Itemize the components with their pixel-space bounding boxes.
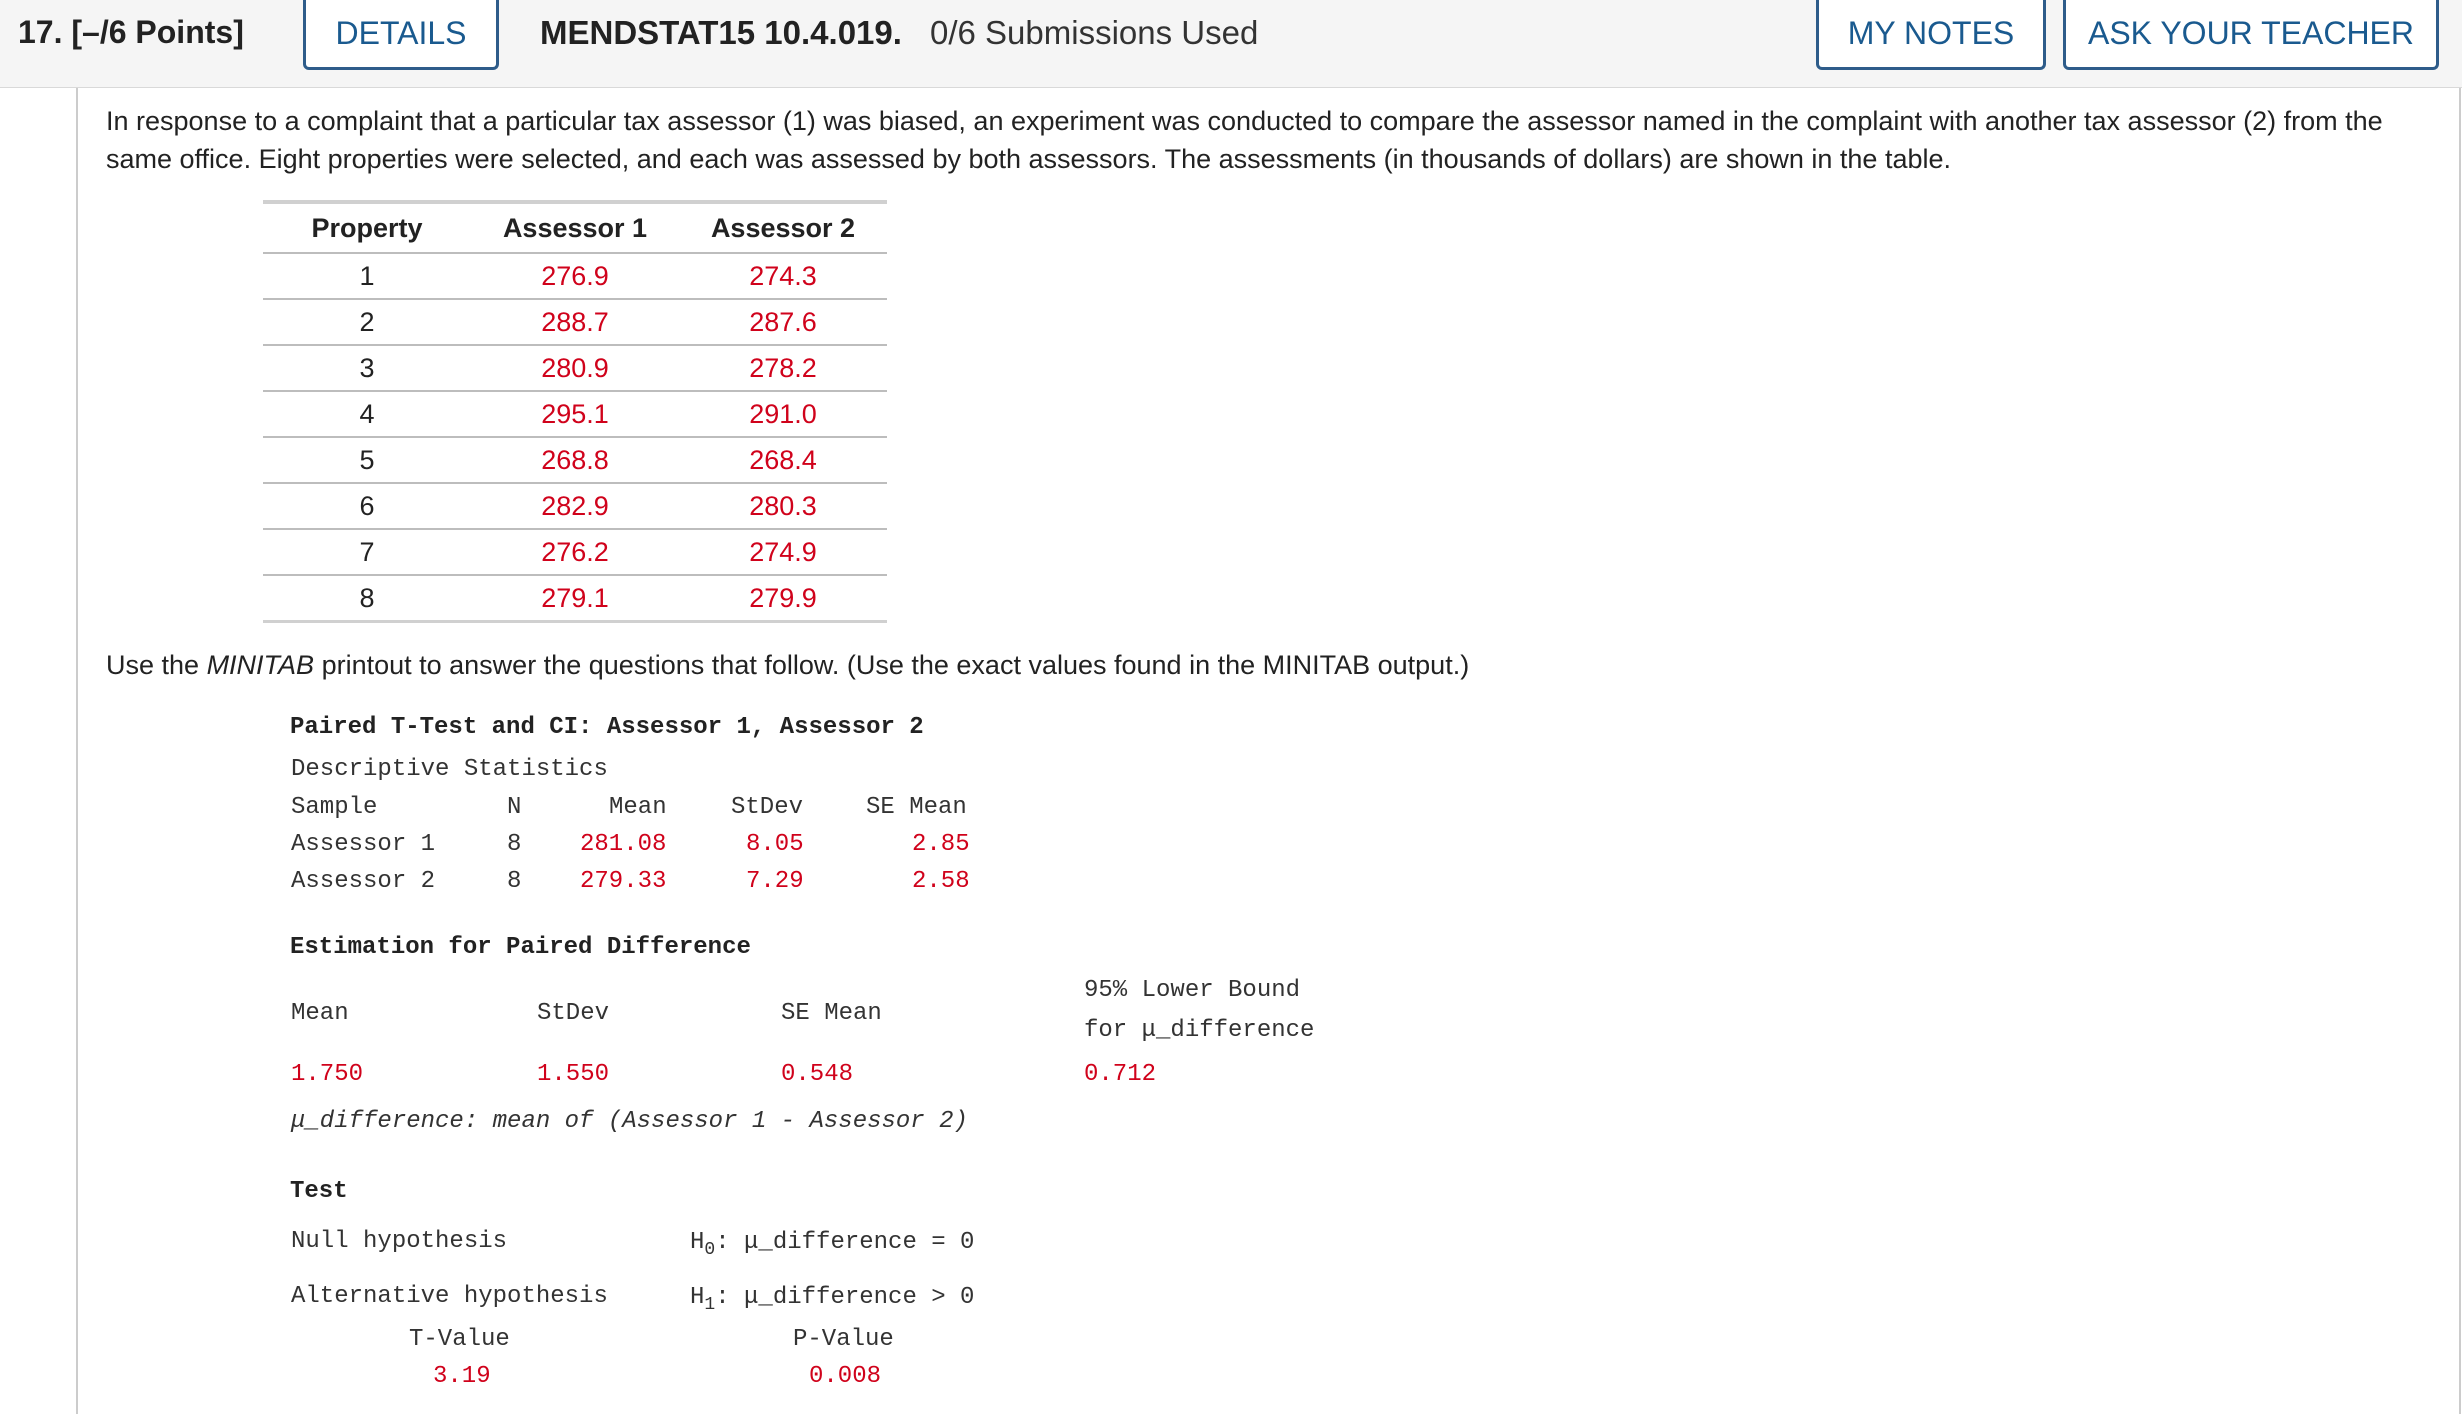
- column-header-assessor-1: Assessor 1: [471, 202, 679, 253]
- est-header-bound-line2: for μ_difference: [1084, 1017, 1315, 1044]
- instruction-prefix: Use the: [106, 650, 207, 680]
- column-header-assessor-2: Assessor 2: [679, 202, 887, 253]
- desc-header-n: N: [507, 794, 522, 821]
- est-mean-value: 1.750: [291, 1061, 364, 1088]
- alt-hypothesis-expression: [690, 1284, 974, 1315]
- instruction-italic: MINITAB: [206, 650, 315, 680]
- table-row: [263, 575, 887, 622]
- property-cell: 5: [263, 437, 471, 483]
- null-subscript: 0: [704, 1239, 716, 1260]
- assessor-2-cell: 268.4: [679, 437, 887, 483]
- alt-h: H: [690, 1284, 705, 1311]
- property-cell: 7: [263, 529, 471, 575]
- desc-stdev: 8.05: [746, 831, 804, 858]
- assessor-1-cell: 268.8: [471, 437, 679, 483]
- alt-hypothesis-label: Alternative hypothesis: [291, 1283, 608, 1310]
- table-row: [263, 345, 887, 391]
- assessor-2-cell: 291.0: [679, 391, 887, 437]
- assessor-2-cell: 278.2: [679, 345, 887, 391]
- instruction-suffix: printout to answer the questions that follow. (Use the exact values found in the MINITAB output.): [314, 650, 1470, 680]
- desc-header-mean: Mean: [609, 794, 667, 821]
- table-header-row: [263, 202, 887, 253]
- ask-your-teacher-button[interactable]: ASK YOUR TEACHER: [2063, 0, 2439, 70]
- desc-se-mean: 2.58: [912, 868, 970, 895]
- p-value: 0.008: [809, 1363, 882, 1390]
- details-button[interactable]: DETAILS: [303, 0, 499, 70]
- assessor-1-cell: 276.2: [471, 529, 679, 575]
- submissions-count: 0/6 Submissions Used: [930, 14, 1259, 51]
- descriptive-stats-heading: Descriptive Statistics: [291, 756, 608, 783]
- assessment-table: [263, 200, 887, 623]
- property-cell: 6: [263, 483, 471, 529]
- minitab-title: Paired T-Test and CI: Assessor 1, Assessor 2: [290, 714, 924, 741]
- est-header-mean: Mean: [291, 1000, 349, 1027]
- desc-sample-assessor-1: Assessor 1: [291, 831, 436, 858]
- column-header-property: Property: [263, 202, 471, 253]
- assessor-1-cell: 279.1: [471, 575, 679, 622]
- est-header-se-mean: SE Mean: [781, 1000, 882, 1027]
- assessor-2-cell: 280.3: [679, 483, 887, 529]
- content-frame-border: [76, 88, 78, 1414]
- est-lower-bound-value: 0.712: [1084, 1061, 1157, 1088]
- instruction-text: [106, 650, 1469, 681]
- null-hypothesis-label: Null hypothesis: [291, 1228, 508, 1255]
- desc-se-mean: 2.85: [912, 831, 970, 858]
- est-header-bound-line1: 95% Lower Bound: [1084, 977, 1301, 1004]
- assessor-1-cell: 282.9: [471, 483, 679, 529]
- my-notes-button[interactable]: MY NOTES: [1816, 0, 2046, 70]
- estimation-heading: Estimation for Paired Difference: [290, 934, 751, 961]
- table-row: [263, 299, 887, 345]
- assessor-1-cell: 280.9: [471, 345, 679, 391]
- question-intro: In response to a complaint that a particular tax assessor (1) was biased, an experiment was conducted to compare the assessor named in the complaint with another tax assessor (2) from the same office. Eight properties were selected, and each was assessed by both assessors. The assessments (in thousands of dollars) are shown in the table.: [106, 106, 2383, 174]
- t-value: 3.19: [433, 1363, 491, 1390]
- assessor-1-cell: 288.7: [471, 299, 679, 345]
- est-header-stdev: StDev: [537, 1000, 610, 1027]
- alt-subscript: 1: [704, 1294, 716, 1315]
- content-frame-border: [2459, 88, 2461, 1414]
- assessor-1-cell: 276.9: [471, 253, 679, 299]
- problem-code: MENDSTAT15 10.4.019.: [540, 14, 902, 51]
- property-cell: 4: [263, 391, 471, 437]
- desc-header-sample: Sample: [291, 794, 378, 821]
- table-row: [263, 529, 887, 575]
- property-cell: 1: [263, 253, 471, 299]
- assessor-2-cell: 279.9: [679, 575, 887, 622]
- assessor-2-cell: 287.6: [679, 299, 887, 345]
- desc-mean: 279.33: [580, 868, 667, 895]
- null-expr: : μ_difference = 0: [715, 1229, 975, 1256]
- null-hypothesis-expression: [690, 1229, 974, 1260]
- assessor-1-cell: 295.1: [471, 391, 679, 437]
- table-row: [263, 437, 887, 483]
- t-value-label: T-Value: [409, 1326, 510, 1353]
- est-se-mean-value: 0.548: [781, 1061, 854, 1088]
- property-cell: 3: [263, 345, 471, 391]
- property-cell: 8: [263, 575, 471, 622]
- desc-n: 8: [507, 831, 522, 858]
- desc-header-stdev: StDev: [731, 794, 804, 821]
- desc-mean: 281.08: [580, 831, 667, 858]
- desc-sample-assessor-2: Assessor 2: [291, 868, 436, 895]
- question-number: 17. [–/6 Points]: [18, 14, 244, 50]
- table-row: [263, 483, 887, 529]
- table-row: [263, 391, 887, 437]
- p-value-label: P-Value: [793, 1326, 894, 1353]
- desc-stdev: 7.29: [746, 868, 804, 895]
- est-stdev-value: 1.550: [537, 1061, 610, 1088]
- assessor-2-cell: 274.3: [679, 253, 887, 299]
- desc-n: 8: [507, 868, 522, 895]
- desc-header-se-mean: SE Mean: [866, 794, 967, 821]
- property-cell: 2: [263, 299, 471, 345]
- table-row: [263, 253, 887, 299]
- assessor-2-cell: 274.9: [679, 529, 887, 575]
- question-header: [0, 0, 2462, 88]
- null-h: H: [690, 1229, 705, 1256]
- alt-expr: : μ_difference > 0: [715, 1284, 975, 1311]
- mu-difference-note: μ_difference: mean of (Assessor 1 - Assessor 2): [291, 1108, 968, 1135]
- test-heading: Test: [290, 1178, 348, 1205]
